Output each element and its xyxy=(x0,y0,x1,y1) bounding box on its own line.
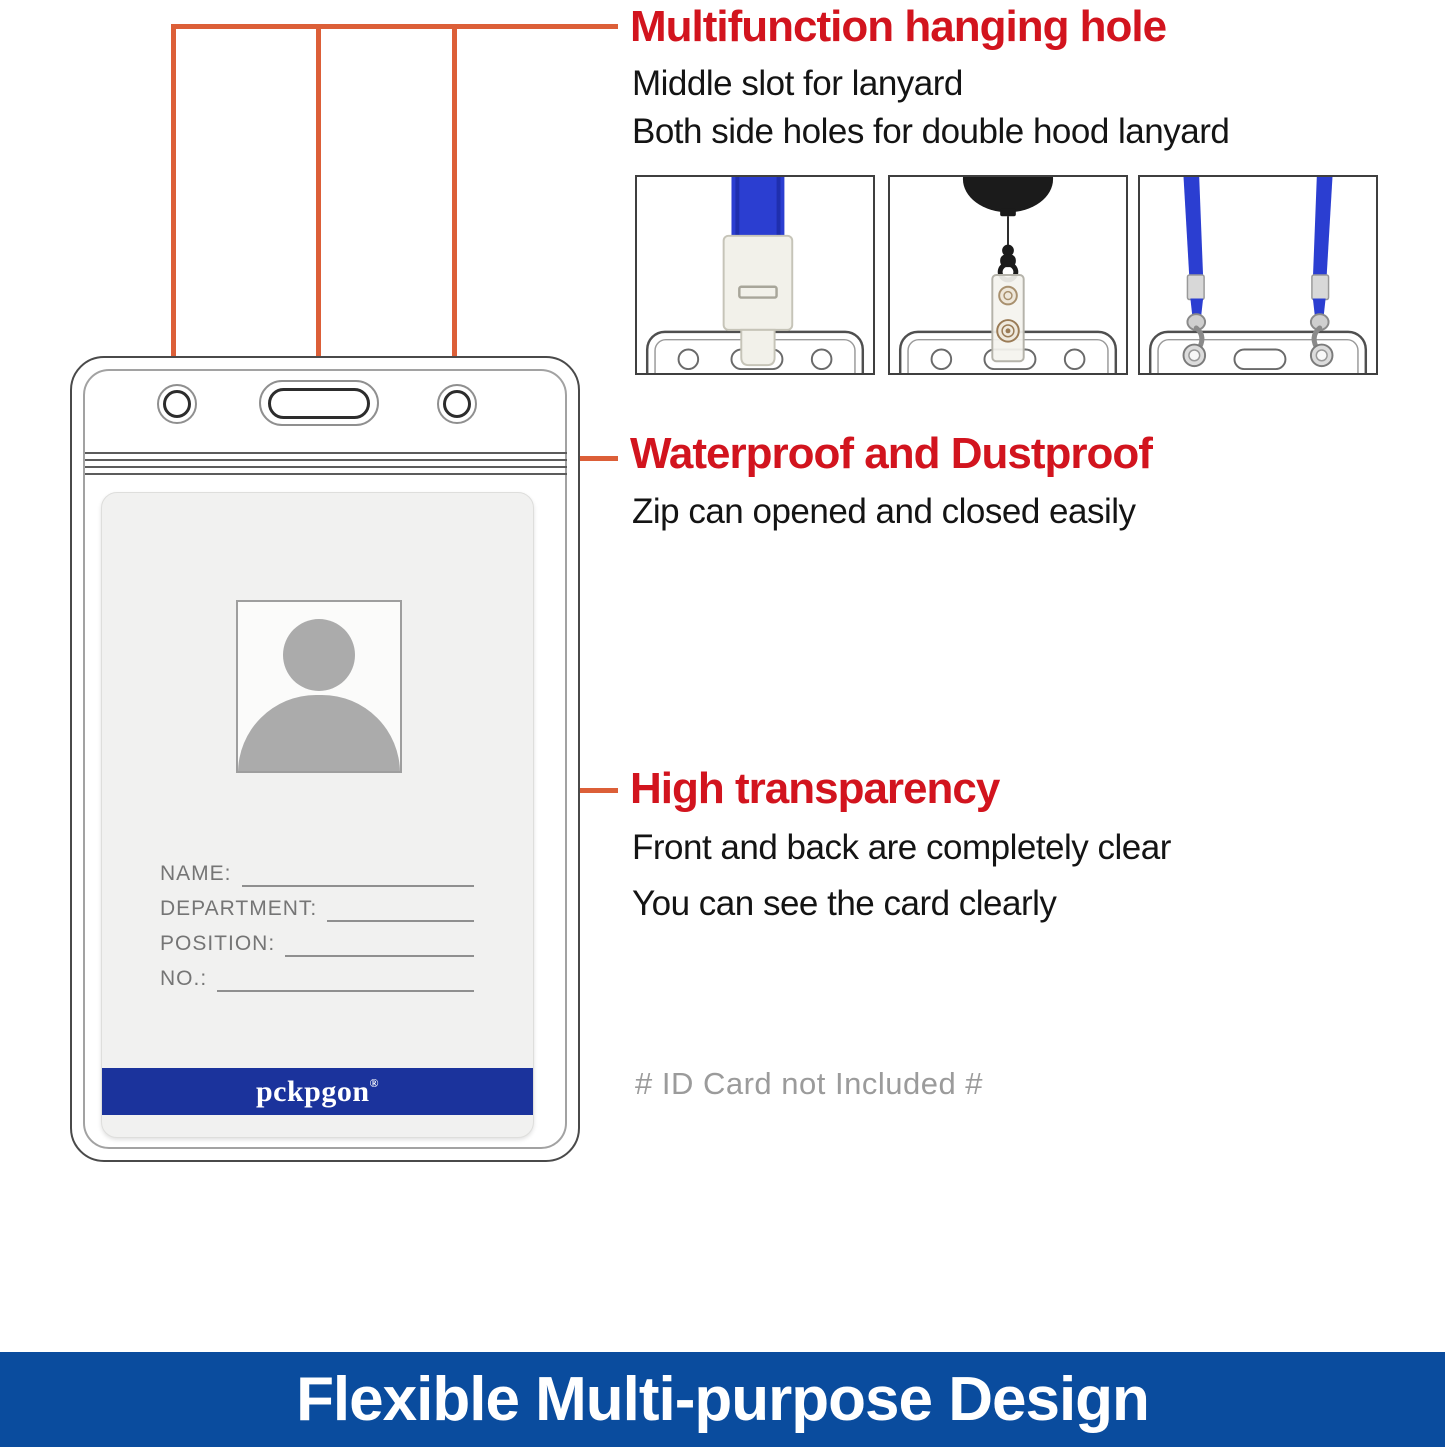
field-label-name: NAME: xyxy=(160,862,232,885)
zipper-seal xyxy=(85,452,567,477)
callout-line-right-hole xyxy=(452,24,457,402)
callout-line-top-horizontal xyxy=(171,24,618,29)
transparency-line1: Front and back are completely clear xyxy=(632,828,1171,867)
field-blank-line xyxy=(327,898,474,922)
thumbnail-single-lanyard xyxy=(635,175,875,375)
hanging-hole-title: Multifunction hanging hole xyxy=(630,2,1167,51)
double-hood-lanyard-illustration xyxy=(1140,177,1376,373)
field-row-department xyxy=(160,892,474,922)
banner-title: Flexible Multi-purpose Design xyxy=(296,1365,1149,1434)
field-label-position: POSITION: xyxy=(160,932,276,955)
person-shoulders-icon xyxy=(238,695,400,773)
left-hanging-hole xyxy=(157,384,197,424)
card-fields xyxy=(160,857,474,992)
field-label-no: NO.: xyxy=(160,967,208,990)
transparency-title: High transparency xyxy=(630,764,1000,813)
person-head-icon xyxy=(283,619,355,691)
hanging-hole-line1: Middle slot for lanyard xyxy=(632,64,963,103)
transparency-line2: You can see the card clearly xyxy=(632,884,1057,923)
thumbnail-double-hood-lanyard xyxy=(1138,175,1378,375)
right-hanging-hole xyxy=(437,384,477,424)
middle-lanyard-slot xyxy=(259,380,379,426)
callout-line-middle-slot xyxy=(316,24,321,402)
middle-lanyard-slot-ring xyxy=(268,388,370,419)
field-row-name xyxy=(160,857,474,887)
photo-placeholder xyxy=(236,600,402,773)
right-hanging-hole-ring xyxy=(443,390,471,418)
field-row-no xyxy=(160,962,474,992)
badge-reel-illustration xyxy=(890,177,1126,373)
brand-logo: pckpgon® xyxy=(255,1074,380,1108)
waterproof-title: Waterproof and Dustproof xyxy=(630,429,1152,478)
thumbnail-badge-reel xyxy=(888,175,1128,375)
badge-holder-illustration xyxy=(70,356,580,1162)
field-row-position xyxy=(160,927,474,957)
hanging-hole-line2: Both side holes for double hood lanyard xyxy=(632,112,1230,151)
callout-line-left-hole xyxy=(171,24,176,402)
left-hanging-hole-ring xyxy=(163,390,191,418)
registered-trademark-mark: ® xyxy=(369,1075,380,1090)
id-card xyxy=(101,492,534,1138)
field-blank-line xyxy=(217,968,474,992)
field-blank-line xyxy=(285,933,474,957)
bottom-banner xyxy=(0,1352,1445,1447)
field-label-department: DEPARTMENT: xyxy=(160,897,318,920)
single-lanyard-illustration xyxy=(637,177,873,373)
field-blank-line xyxy=(242,863,474,887)
id-card-note: # ID Card not Included # xyxy=(635,1066,984,1101)
waterproof-line1: Zip can opened and closed easily xyxy=(632,492,1136,531)
brand-bar xyxy=(102,1068,533,1115)
